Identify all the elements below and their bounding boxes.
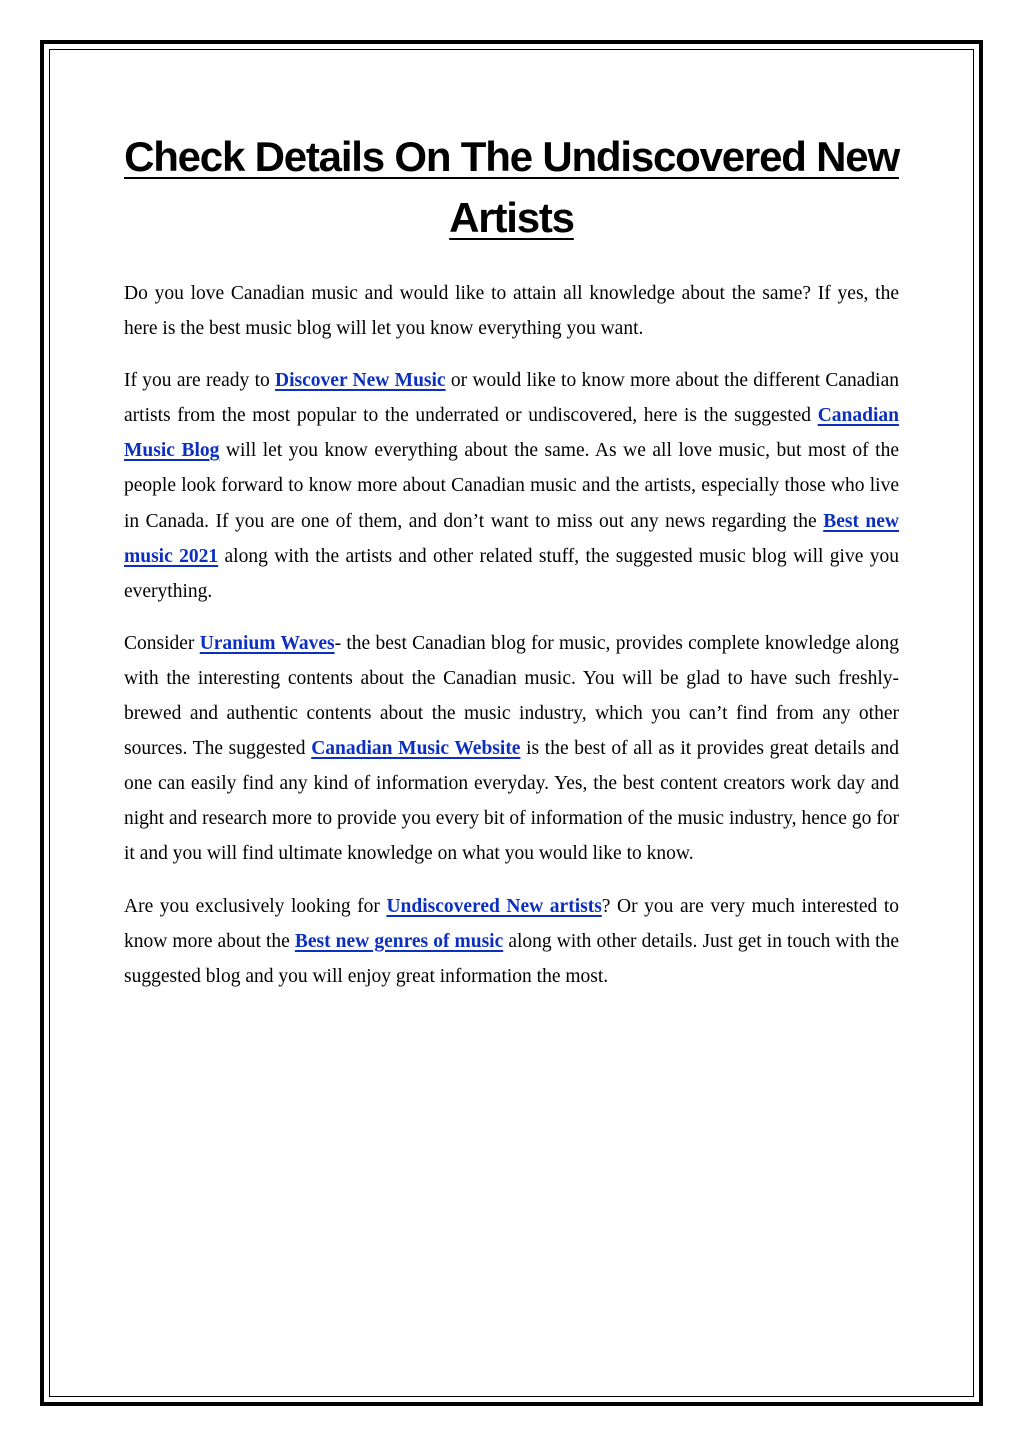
paragraph-2 (124, 363, 899, 609)
paragraph-text: If you are ready to (124, 370, 276, 392)
link-undiscovered-new-artists[interactable]: Undiscovered New artists (386, 895, 602, 917)
link-canadian-music-website[interactable]: Canadian Music Website (311, 738, 521, 760)
paragraph-text: will let you know everything about the same. As we all love music, but most of the people look forward to know more about Canadian music and the artists, especially those who live in Canada. If you are one of them, and don’t want to miss out any news regarding the (124, 440, 899, 532)
paragraph-text: is the best of all as it provides great details and one can easily find any kind of information everyday. Yes, the best content creators work day and night and research more to provide you every bit of information of the music industry, hence go for it and you will find ultimate knowledge on what you would like to know. (124, 738, 899, 865)
link-canadian-music-blog[interactable]: Canadian Music Blog (124, 405, 899, 462)
paragraph-1 (124, 276, 899, 346)
paragraph-text: Consider (124, 632, 200, 654)
paragraph-text: Are you exclusively looking for (124, 895, 387, 917)
link-uranium-waves[interactable]: Uranium Waves (199, 632, 335, 654)
paragraph-text: or would like to know more about the different Canadian artists from the most popular to the underrated or undiscovered, here is the suggested (124, 370, 900, 427)
paragraph-3 (124, 626, 899, 872)
paragraph-text: along with the artists and other related stuff, the suggested music blog will give you everything. (124, 545, 899, 602)
paragraph-text: Do you love Canadian music and would like to attain all knowledge about the same? If yes, the here is the best music blog will let you know everything you want. (124, 283, 899, 340)
document-title: Check Details On The Undiscovered New Artists (124, 133, 899, 241)
paragraph-4 (124, 889, 899, 994)
paragraph-text: ? Or you are very much interested to know more about the (124, 895, 899, 952)
link-discover-new-music[interactable]: Discover New Music (275, 370, 446, 392)
document-body (124, 276, 899, 1011)
link-best-new-genres-of-music[interactable]: Best new genres of music (294, 930, 504, 952)
paragraph-text: along with other details. Just get in touch with the suggested blog and you will enjoy great information the most. (124, 930, 899, 987)
link-best-new-music-2021[interactable]: Best new music 2021 (124, 510, 900, 567)
paragraph-text: - the best Canadian blog for music, provides complete knowledge along with the interesting contents about the Canadian music. You will be glad to have such freshly-brewed and authentic contents about the music industry, which you can’t find from any other sources. The suggested (124, 632, 899, 760)
